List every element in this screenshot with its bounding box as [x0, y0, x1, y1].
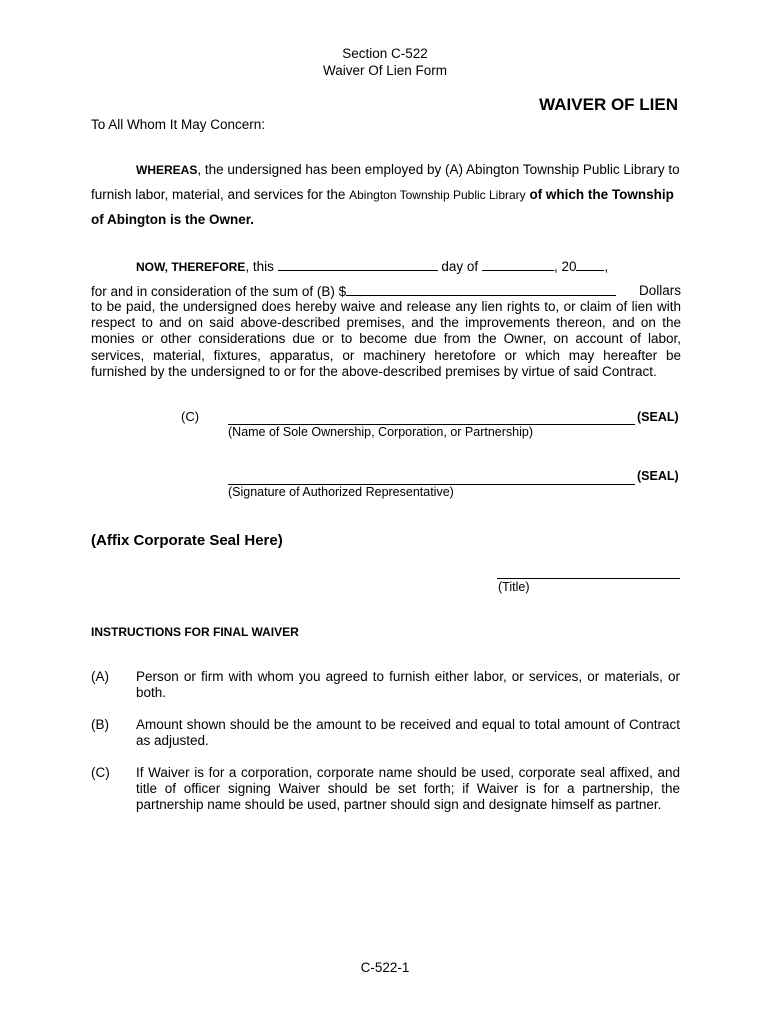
now-therefore-line: [136, 258, 608, 274]
signature-marker-c: (C): [181, 409, 200, 424]
instruction-b-text: Amount shown should be the amount to be received and equal to total amount of Contract as adjusted.: [136, 717, 680, 748]
whereas-text-1: , the undersigned has been employed by (A) Abington Township Public Library to: [197, 162, 680, 177]
instruction-a-text: Person or firm with whom you agreed to furnish either labor, or services, or materials, or both.: [136, 669, 680, 700]
section-header: Section C-522: [342, 46, 428, 61]
consideration-line: [91, 283, 681, 299]
year-suffix: ,: [604, 259, 609, 274]
instruction-c-label: (C): [91, 765, 110, 780]
consideration-prefix: for and in consideration of the sum of (B) $: [91, 284, 347, 299]
title-line[interactable]: [497, 578, 680, 579]
page-number: C-522-1: [360, 960, 410, 975]
instruction-a-label: (A): [91, 669, 109, 684]
affix-seal-note: (Affix Corporate Seal Here): [91, 532, 283, 549]
day-field[interactable]: [278, 258, 438, 271]
whereas-line-2: [91, 187, 681, 202]
form-name: Waiver Of Lien Form: [322, 63, 448, 78]
year-prefix: , 20: [553, 259, 577, 274]
whereas-owner-2: of Abington is the Owner.: [91, 212, 254, 227]
seal-label-1: (SEAL): [637, 410, 679, 424]
instruction-c-text: If Waiver is for a corporation, corporate name should be used, corporate seal affixed, and title of officer signing Waiver should be set forth; if Waiver is for a partnership, the partnership name should be used, partner should sign and designate himself as partner.: [136, 765, 680, 812]
now-therefore-lead: NOW, THEREFORE: [136, 260, 246, 274]
consideration-body: to be paid, the undersigned does hereby waive and release any lien rights to, or claim of lien with respect to and on said above-described premises, and the improvements thereon, and on the monies or other considerations due or to become due from the Owner, on account of labor, services, material, fixtures, apparatus, or machinery heretofore or which may hereafter be furnished by the undersigned to or for the above-described premises by virtue of said Contract.: [91, 299, 681, 379]
now-therefore-this: , this: [245, 259, 274, 274]
whereas-owner-1: of which the Township: [525, 187, 674, 202]
month-field[interactable]: [482, 258, 554, 271]
seal-label-2: (SEAL): [637, 469, 679, 483]
instruction-b-label: (B): [91, 717, 109, 732]
signature-caption: (Signature of Authorized Representative): [228, 485, 454, 499]
title-caption: (Title): [498, 580, 530, 594]
whereas-text-2: furnish labor, material, and services for the: [91, 187, 350, 202]
instructions-heading: INSTRUCTIONS FOR FINAL WAIVER: [91, 625, 299, 639]
whereas-line-1: [136, 162, 681, 177]
dollars-label: Dollars: [638, 283, 681, 298]
whereas-library: Abington Township Public Library: [349, 188, 526, 202]
page-title: WAIVER OF LIEN: [539, 95, 678, 114]
day-of-label: day of: [441, 259, 479, 274]
salutation: To All Whom It May Concern:: [91, 117, 266, 132]
year-field[interactable]: [576, 258, 604, 271]
name-caption: (Name of Sole Ownership, Corporation, or Partnership): [228, 425, 533, 439]
whereas-lead: WHEREAS: [136, 163, 198, 177]
amount-field[interactable]: [346, 283, 616, 296]
